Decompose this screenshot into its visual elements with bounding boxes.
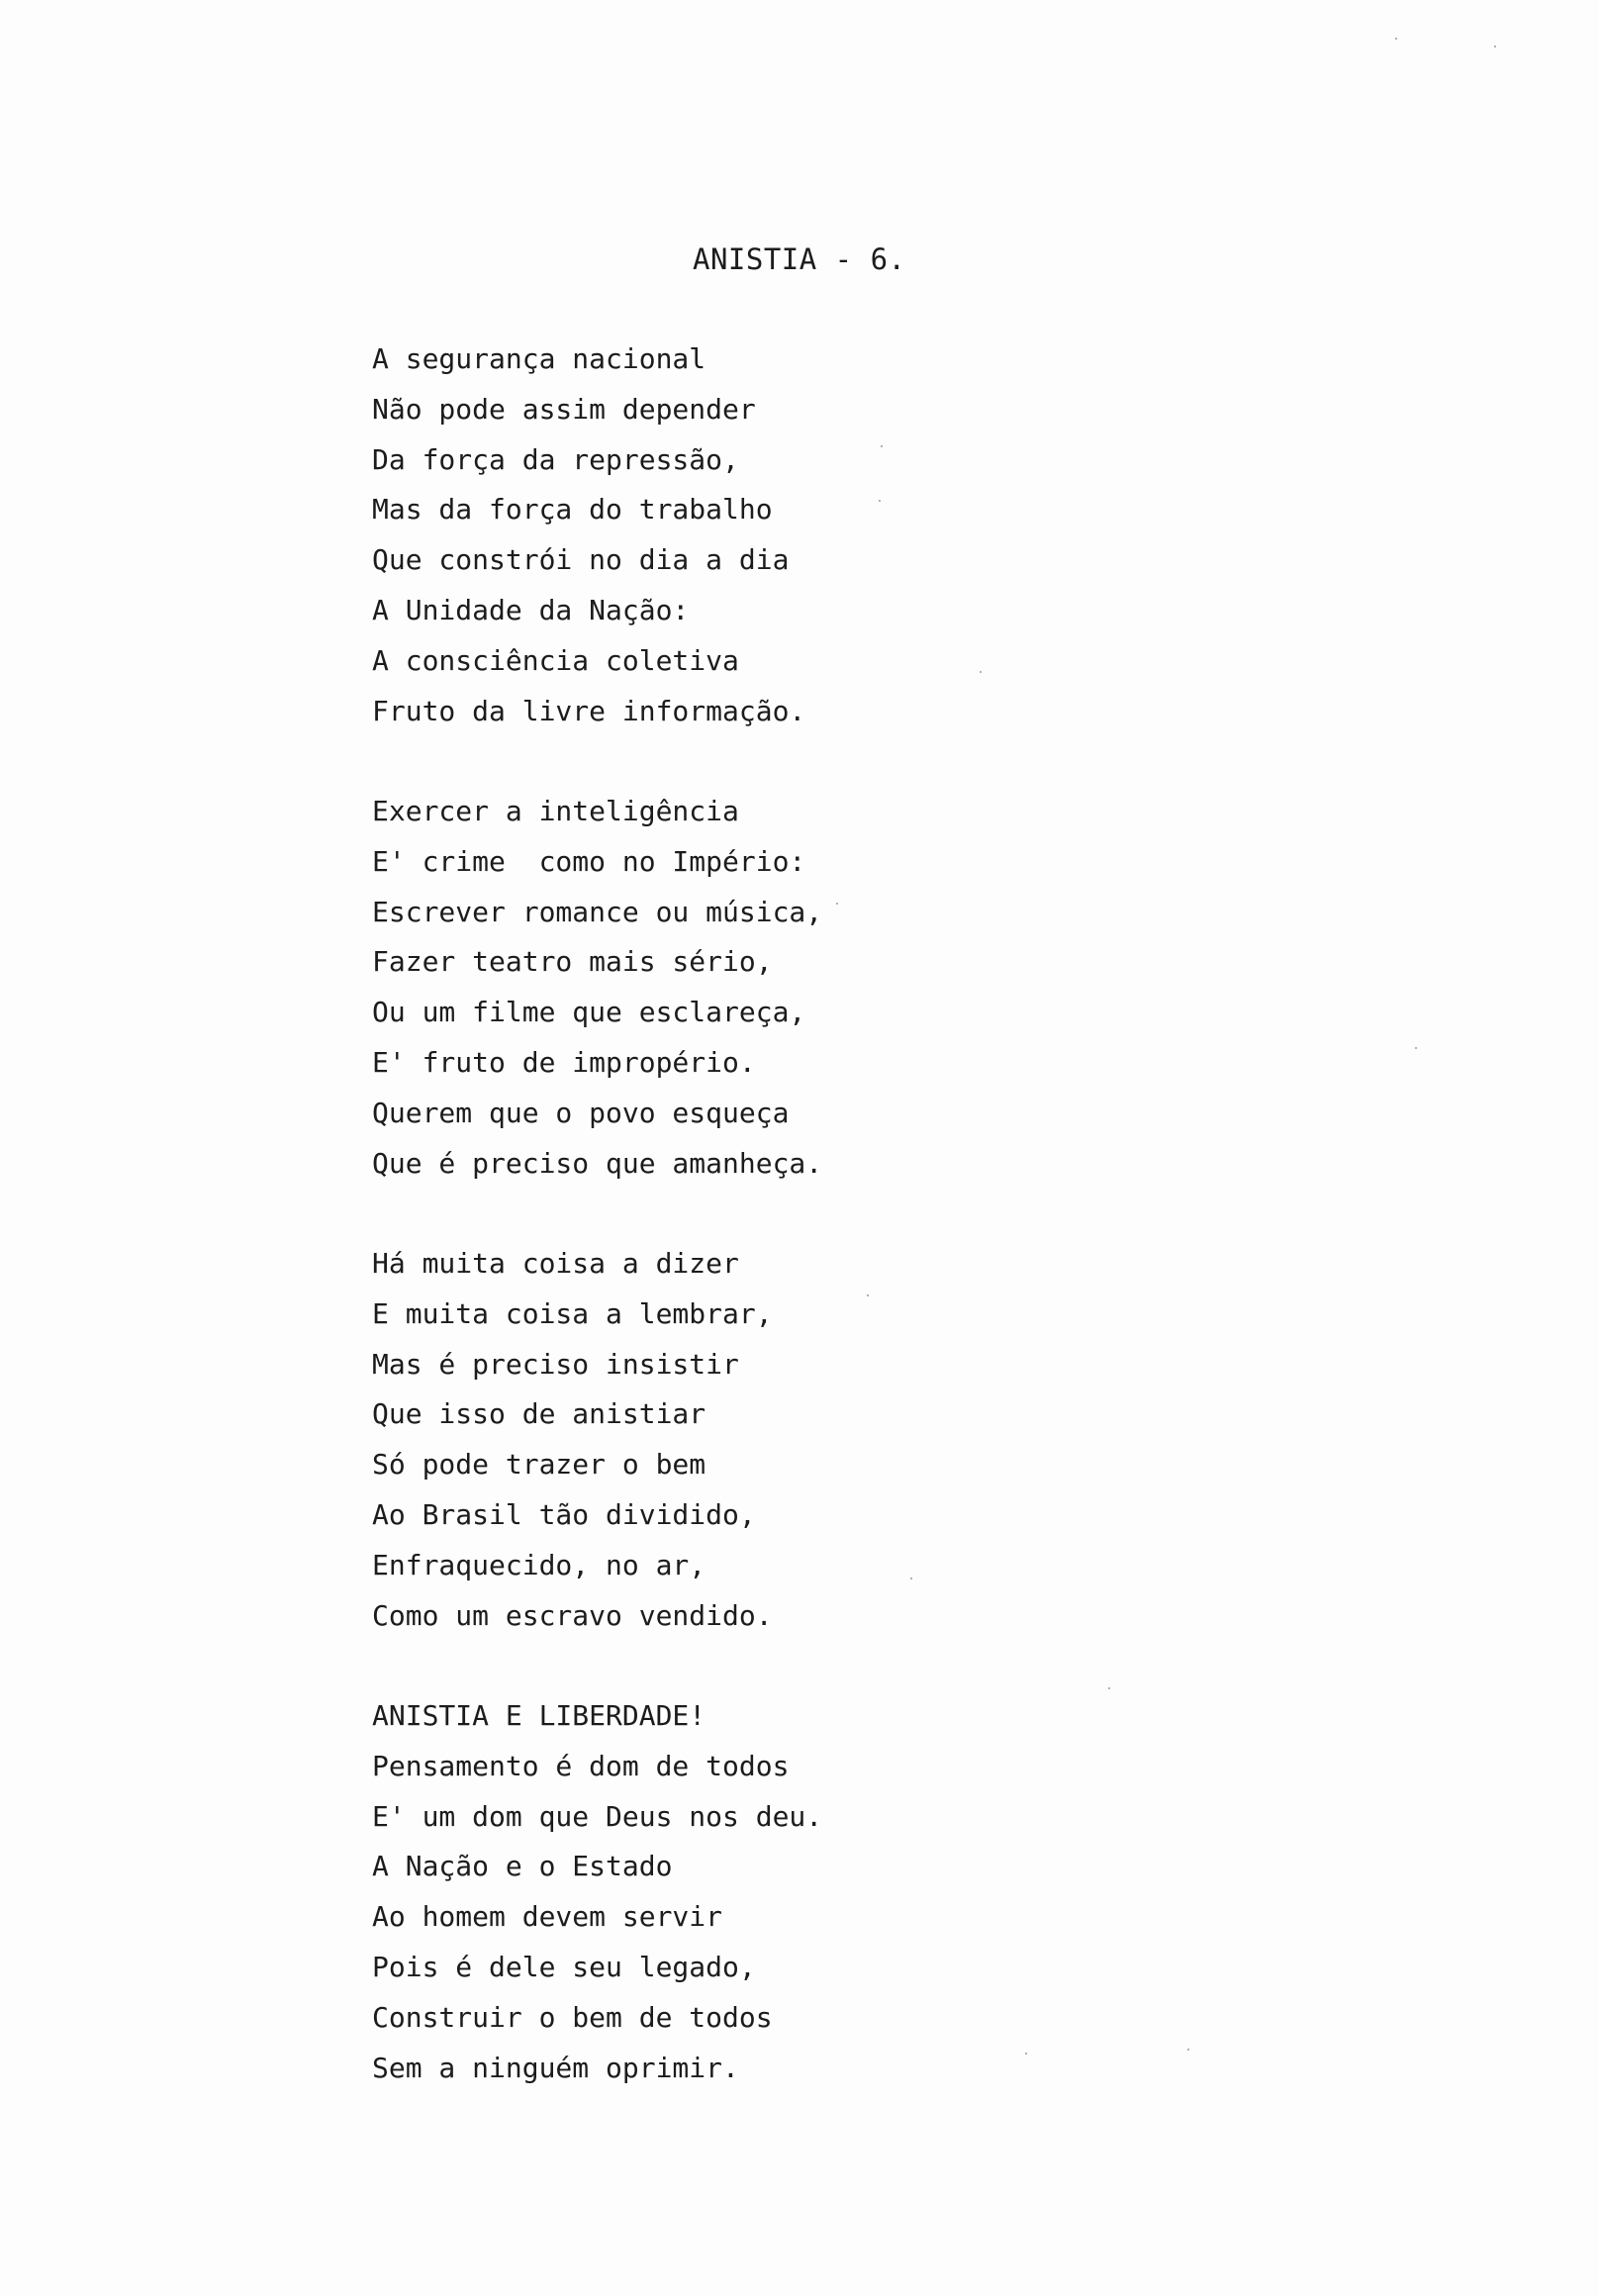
poem-line: E muita coisa a lembrar, xyxy=(372,1296,773,1330)
stanza-4 xyxy=(372,1691,822,2093)
scan-speck xyxy=(867,1294,869,1296)
stanza-3 xyxy=(372,1239,773,1641)
poem-line: Ou um filme que esclareça, xyxy=(372,996,806,1029)
poem-line: Ao homem devem servir xyxy=(372,1900,723,1934)
poem-line: Exercer a inteligência xyxy=(372,795,739,827)
poem-line: E' fruto de impropério. xyxy=(372,1045,756,1079)
poem-line: A consciência coletiva xyxy=(372,643,739,677)
poem-line: Não pode assim depender xyxy=(372,392,756,426)
scan-speck xyxy=(1395,38,1397,40)
poem-line: Mas é preciso insistir xyxy=(372,1347,739,1381)
scan-speck xyxy=(980,671,982,673)
scan-speck xyxy=(881,445,883,447)
scan-speck xyxy=(879,500,881,502)
poem-line: Construir o bem de todos xyxy=(372,2000,773,2034)
poem-line: Pensamento é dom de todos xyxy=(372,1749,790,1782)
poem-line: A segurança nacional xyxy=(372,342,706,375)
stanza-2 xyxy=(372,787,822,1189)
poem-line: A Unidade da Nação: xyxy=(372,593,690,626)
scan-speck xyxy=(1494,46,1496,48)
poem-line: Que é preciso que amanheça. xyxy=(372,1146,823,1180)
scan-speck xyxy=(836,903,838,905)
scan-speck xyxy=(1415,1047,1417,1049)
poem-line: Ao Brasil tão dividido, xyxy=(372,1497,756,1531)
poem-line: Fazer teatro mais sério, xyxy=(372,945,773,979)
poem-line: Querem que o povo esqueça xyxy=(372,1096,790,1129)
poem-line: Há muita coisa a dizer xyxy=(372,1247,739,1280)
poem-line: Da força da repressão, xyxy=(372,442,739,476)
poem-line: Mas da força do trabalho xyxy=(372,493,773,526)
stanza-1 xyxy=(372,335,805,736)
scan-speck xyxy=(910,1578,912,1579)
scan-speck xyxy=(1108,1687,1110,1689)
poem-line: Pois é dele seu legado, xyxy=(372,1950,756,1983)
poem-line: Que isso de anistiar xyxy=(372,1397,706,1431)
poem-line: Sem a ninguém oprimir. xyxy=(372,2051,739,2084)
scan-speck xyxy=(1025,2053,1027,2055)
poem-line: Que constrói no dia a dia xyxy=(372,543,790,577)
poem-line: E' um dom que Deus nos deu. xyxy=(372,1799,823,1833)
poem-line: ANISTIA E LIBERDADE! xyxy=(372,1699,706,1732)
page-title: ANISTIA - 6. xyxy=(693,242,906,276)
poem-line: E' crime como no Império: xyxy=(372,844,806,878)
poem-line: Enfraquecido, no ar, xyxy=(372,1548,706,1581)
poem-line: Como um escravo vendido. xyxy=(372,1598,773,1632)
poem-line: Fruto da livre informação. xyxy=(372,694,806,727)
poem-line: Escrever romance ou música, xyxy=(372,895,823,928)
poem-line: A Nação e o Estado xyxy=(372,1850,673,1883)
poem-line: Só pode trazer o bem xyxy=(372,1448,706,1482)
scan-speck xyxy=(1187,2049,1189,2051)
